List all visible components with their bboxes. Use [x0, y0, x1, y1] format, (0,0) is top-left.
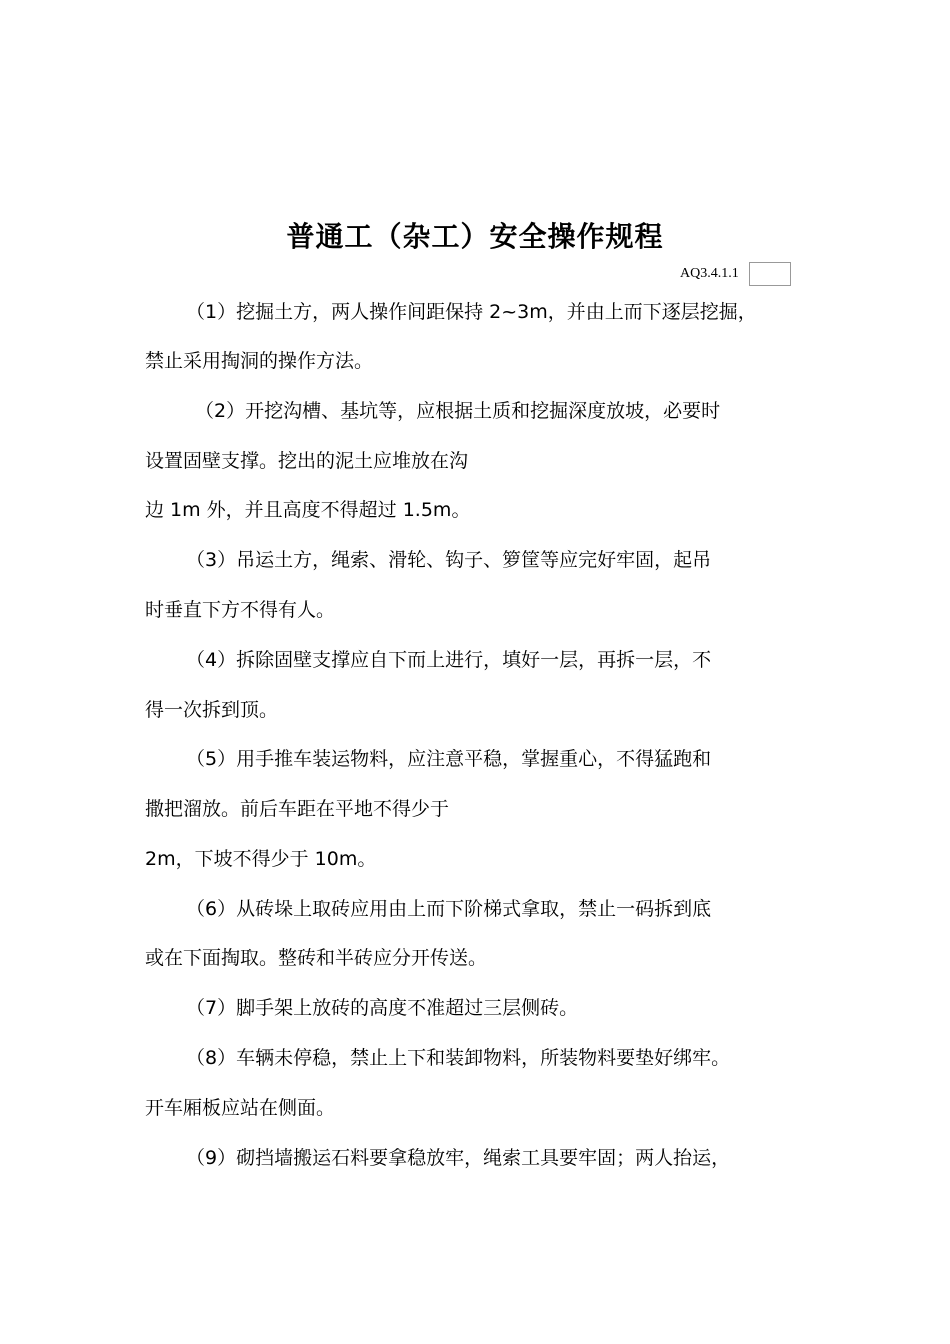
- code-box: [749, 262, 791, 286]
- paragraph-6-line-1: （6）从砖垛上取砖应用由上而下阶梯式拿取，禁止一码拆到底: [186, 898, 712, 920]
- paragraph-3-line-2: 时垂直下方不得有人。: [145, 599, 336, 621]
- paragraph-4-line-1: （4）拆除固壁支撑应自下而上进行，填好一层，再拆一层，不: [186, 649, 712, 671]
- paragraph-5-line-2: 撒把溜放。前后车距在平地不得少于: [145, 798, 450, 820]
- paragraph-9-line-1: （9）砌挡墙搬运石料要拿稳放牢，绳索工具要牢固；两人抬运，: [186, 1147, 731, 1169]
- paragraph-2-line-1: （2）开挖沟槽、基坑等，应根据土质和挖掘深度放坡，必要时: [195, 400, 721, 422]
- document-title: 普通工（杂工）安全操作规程: [286, 220, 664, 253]
- document-code-row: [680, 261, 791, 287]
- paragraph-5-line-1: （5）用手推车装运物料，应注意平稳，掌握重心，不得猛跑和: [186, 748, 712, 770]
- paragraph-3-line-1: （3）吊运土方，绳索、滑轮、钩子、箩筐等应完好牢固，起吊: [186, 549, 712, 571]
- paragraph-2-line-3: 边 1m 外，并且高度不得超过 1.5m。: [145, 499, 471, 521]
- paragraph-8-line-2: 开车厢板应站在侧面。: [145, 1097, 336, 1119]
- paragraph-2-line-2: 设置固壁支撑。挖出的泥土应堆放在沟: [145, 450, 469, 472]
- paragraph-1-line-1: （1）挖掘土方，两人操作间距保持 2~3m，并由上而下逐层挖掘，: [186, 301, 757, 323]
- paragraph-1-line-2: 禁止采用掏洞的操作方法。: [145, 350, 374, 372]
- paragraph-7-line-1: （7）脚手架上放砖的高度不准超过三层侧砖。: [186, 997, 579, 1019]
- paragraph-6-line-2: 或在下面掏取。整砖和半砖应分开传送。: [145, 947, 488, 969]
- paragraph-4-line-2: 得一次拆到顶。: [145, 699, 279, 721]
- document-code: AQ3.4.1.1: [680, 266, 739, 281]
- paragraph-8-line-1: （8）车辆未停稳，禁止上下和装卸物料，所装物料要垫好绑牢。: [186, 1047, 731, 1069]
- paragraph-5-line-3: 2m，下坡不得少于 10m。: [145, 848, 377, 870]
